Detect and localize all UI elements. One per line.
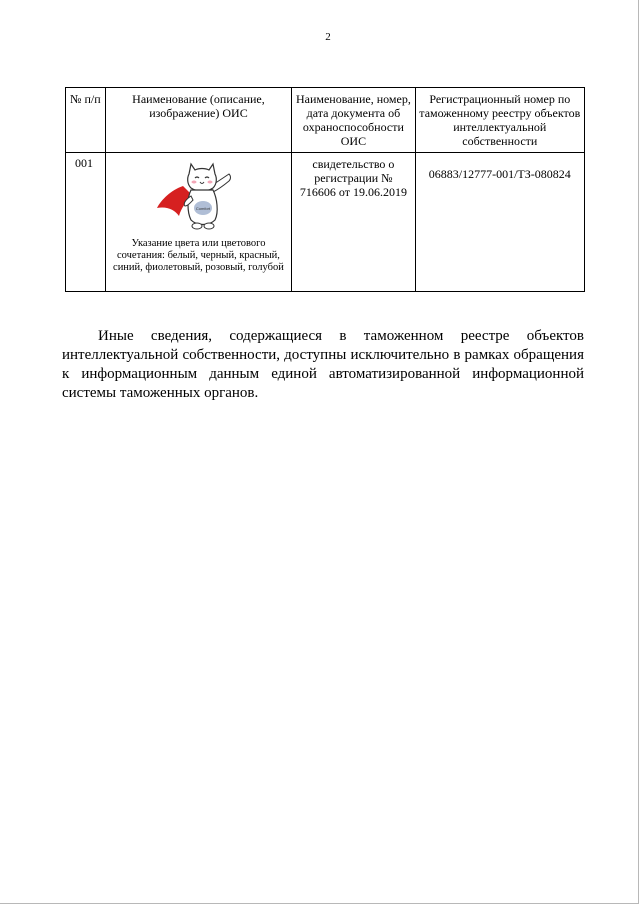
svg-text:Comfort: Comfort: [196, 206, 211, 211]
header-registration-number: Регистрационный номер по таможенному реестру объектов интеллектуальной собственности: [415, 88, 584, 153]
trademark-cell: [105, 153, 292, 292]
cat-superhero-trademark-icon: [153, 156, 243, 236]
registration-number-cell: 06883/12777-001/ТЗ-080824: [415, 153, 584, 292]
header-ois-name: Наименование (описание, изображение) ОИС: [105, 88, 292, 153]
document-cell: свидетельство о регистрации № 716606 от 19.06.2019: [292, 153, 415, 292]
page-number: 2: [325, 31, 331, 43]
table-row: [66, 153, 585, 292]
note-paragraph: Иные сведения, содержащиеся в таможенном реестре объектов интеллектуальной собственности, доступны исключительно в рамках обращения к информационным данным единой автоматизированной информационной системы таможенных органов.: [62, 328, 584, 401]
trademark-color-note: Указание цвета или цветового сочетания: белый, черный, красный, синий, фиолетовый, розовый, голубой: [113, 238, 284, 273]
header-document: Наименование, номер, дата документа об охраноспособности ОИС: [292, 88, 415, 153]
header-number: № п/п: [66, 88, 106, 153]
row-number: 001: [66, 153, 106, 292]
table-header-row: [66, 88, 585, 153]
ois-registry-table: [65, 87, 585, 292]
